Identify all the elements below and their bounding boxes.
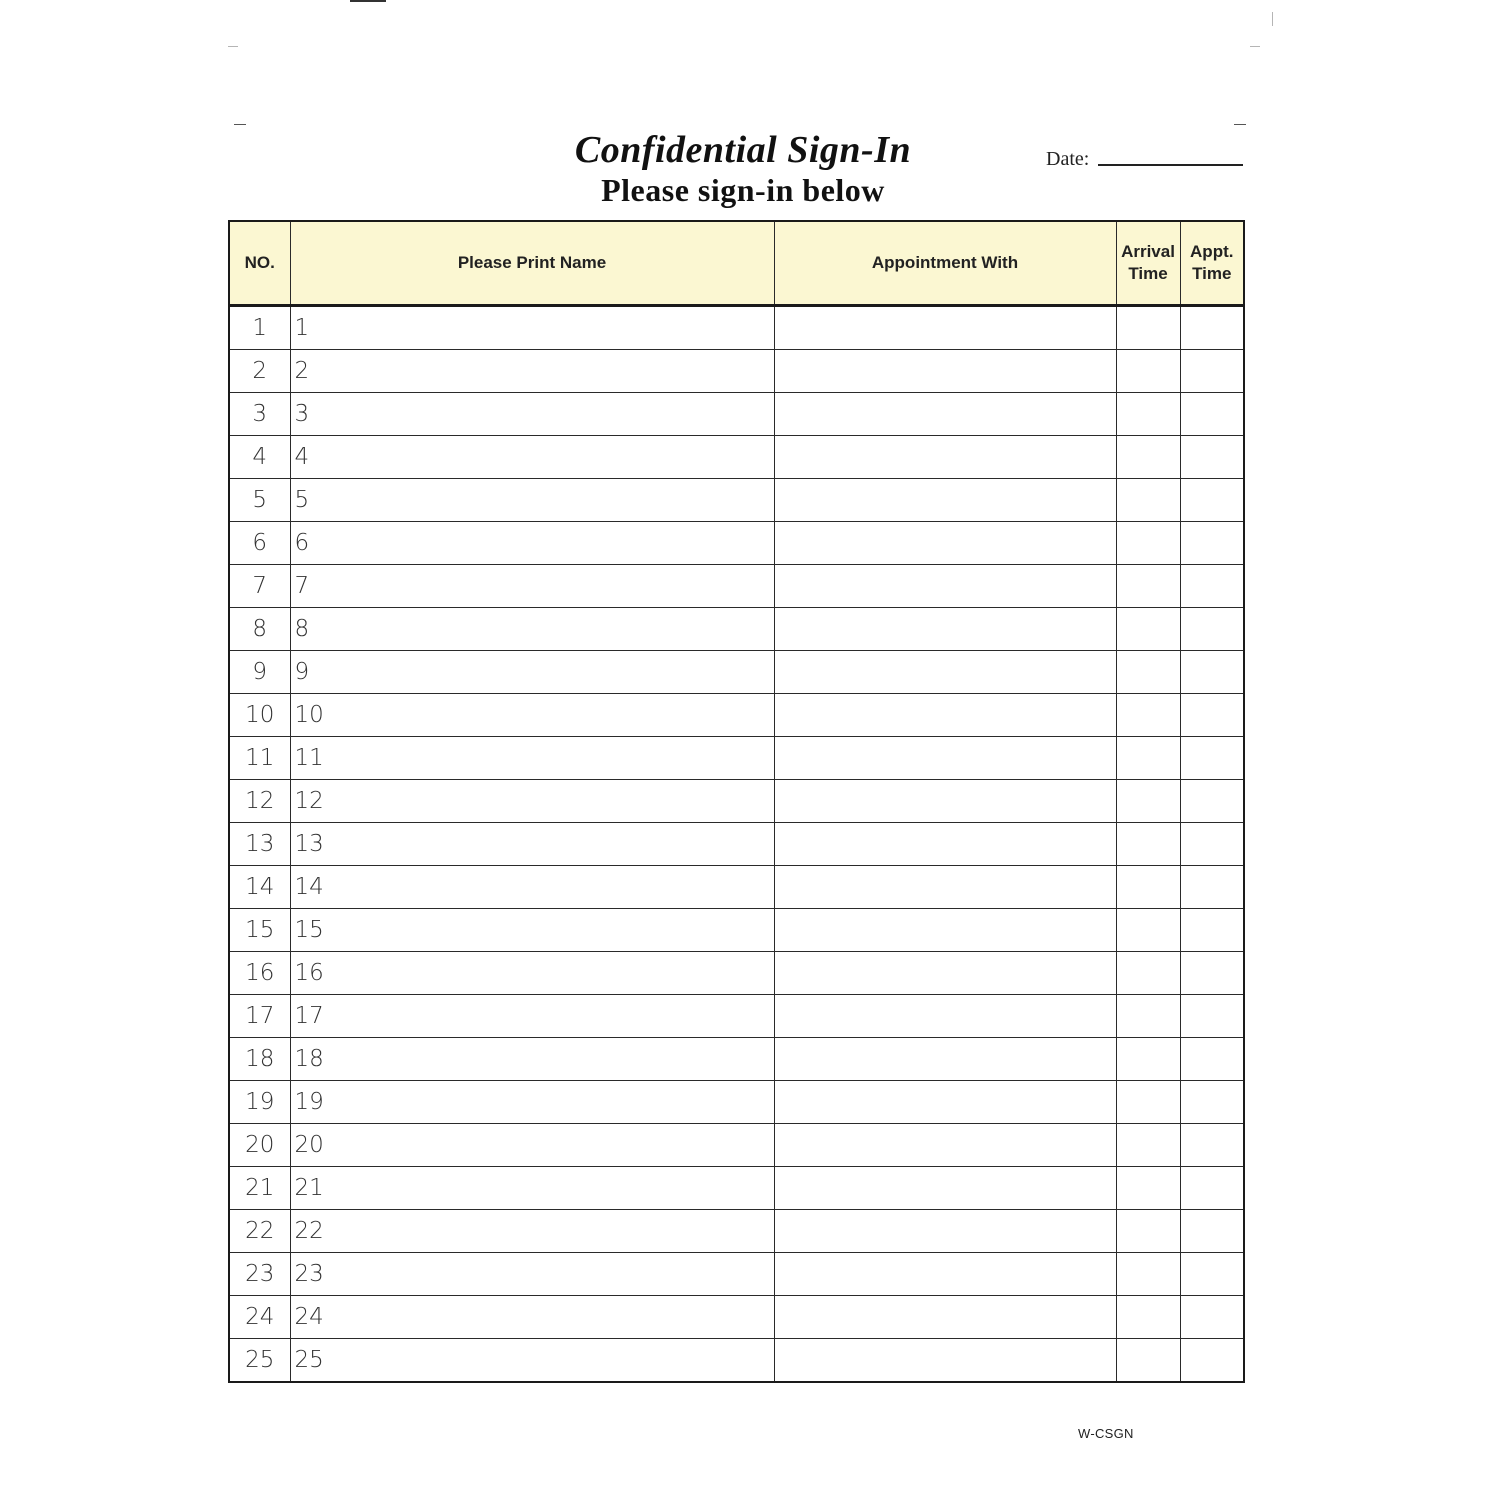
table-row	[229, 436, 1244, 479]
appointment-with-cell[interactable]	[774, 350, 1116, 393]
appt-time-cell[interactable]	[1180, 1210, 1244, 1253]
arrival-time-cell[interactable]	[1116, 479, 1180, 522]
arrival-time-cell[interactable]	[1116, 995, 1180, 1038]
table-row	[229, 1253, 1244, 1296]
appointment-with-cell[interactable]	[774, 306, 1116, 350]
appointment-with-cell[interactable]	[774, 1081, 1116, 1124]
name-cell[interactable]: 22	[290, 1210, 774, 1253]
arrival-time-cell[interactable]	[1116, 780, 1180, 823]
appointment-with-cell[interactable]	[774, 522, 1116, 565]
name-cell[interactable]: 18	[290, 1038, 774, 1081]
table-row	[229, 651, 1244, 694]
column-header-appt-time: Appt. Time	[1180, 221, 1244, 306]
name-cell[interactable]: 9	[290, 651, 774, 694]
appt-time-cell[interactable]	[1180, 1038, 1244, 1081]
crop-mark-left-mid	[234, 124, 246, 125]
appointment-with-cell[interactable]	[774, 1038, 1116, 1081]
appointment-with-cell[interactable]	[774, 1124, 1116, 1167]
row-number: 11	[229, 737, 290, 780]
row-number: 3	[229, 393, 290, 436]
row-number: 9	[229, 651, 290, 694]
row-number: 12	[229, 780, 290, 823]
arrival-time-cell[interactable]	[1116, 1167, 1180, 1210]
name-cell[interactable]: 16	[290, 952, 774, 995]
appt-time-cell[interactable]	[1180, 608, 1244, 651]
appointment-with-cell[interactable]	[774, 909, 1116, 952]
arrival-time-cell[interactable]	[1116, 651, 1180, 694]
name-cell[interactable]: 4	[290, 436, 774, 479]
row-number: 20	[229, 1124, 290, 1167]
date-label: Date:	[1046, 148, 1090, 170]
appt-time-cell[interactable]	[1180, 737, 1244, 780]
name-cell[interactable]: 12	[290, 780, 774, 823]
name-cell[interactable]: 17	[290, 995, 774, 1038]
row-number: 10	[229, 694, 290, 737]
row-number: 21	[229, 1167, 290, 1210]
appointment-with-cell[interactable]	[774, 1296, 1116, 1339]
date-field[interactable]	[1098, 164, 1243, 166]
table-row	[229, 866, 1244, 909]
table-row	[229, 1167, 1244, 1210]
appt-time-cell[interactable]	[1180, 393, 1244, 436]
form-subtitle: Please sign-in below	[601, 172, 885, 208]
table-row	[229, 393, 1244, 436]
appt-time-cell[interactable]	[1180, 1081, 1244, 1124]
form-code: W-CSGN	[1078, 1426, 1134, 1441]
row-number: 19	[229, 1081, 290, 1124]
table-row	[229, 1038, 1244, 1081]
appt-time-cell[interactable]	[1180, 479, 1244, 522]
appointment-with-cell[interactable]	[774, 866, 1116, 909]
appt-time-cell[interactable]	[1180, 436, 1244, 479]
table-row	[229, 823, 1244, 866]
arrival-time-cell[interactable]	[1116, 823, 1180, 866]
crop-mark-right-mid	[1234, 124, 1246, 125]
row-number: 13	[229, 823, 290, 866]
sign-in-table	[228, 220, 1245, 1383]
table-row	[229, 952, 1244, 995]
name-cell[interactable]: 25	[290, 1339, 774, 1383]
row-number: 8	[229, 608, 290, 651]
appt-time-cell[interactable]	[1180, 952, 1244, 995]
arrival-time-cell[interactable]	[1116, 1253, 1180, 1296]
appt-time-cell[interactable]	[1180, 1296, 1244, 1339]
arrival-time-cell[interactable]	[1116, 909, 1180, 952]
row-number: 25	[229, 1339, 290, 1383]
row-number: 24	[229, 1296, 290, 1339]
appt-time-cell[interactable]	[1180, 1253, 1244, 1296]
arrival-time-cell[interactable]	[1116, 866, 1180, 909]
row-number: 7	[229, 565, 290, 608]
table-row	[229, 909, 1244, 952]
appointment-with-cell[interactable]	[774, 1339, 1116, 1383]
appointment-with-cell[interactable]	[774, 823, 1116, 866]
row-number: 1	[229, 306, 290, 350]
crop-mark-top-bar	[350, 0, 386, 2]
table-row	[229, 608, 1244, 651]
appointment-with-cell[interactable]	[774, 780, 1116, 823]
appointment-with-cell[interactable]	[774, 393, 1116, 436]
arrival-time-cell[interactable]	[1116, 306, 1180, 350]
name-cell[interactable]: 21	[290, 1167, 774, 1210]
arrival-time-cell[interactable]	[1116, 694, 1180, 737]
table-body	[229, 306, 1244, 1383]
column-header-appointment-with: Appointment With	[774, 221, 1116, 306]
appt-time-cell[interactable]	[1180, 995, 1244, 1038]
name-cell[interactable]: 14	[290, 866, 774, 909]
appt-time-cell[interactable]	[1180, 1167, 1244, 1210]
crop-mark-right-tick	[1272, 12, 1273, 26]
crop-mark-top-right	[1250, 46, 1260, 47]
name-cell[interactable]: 10	[290, 694, 774, 737]
row-number: 22	[229, 1210, 290, 1253]
arrival-time-cell[interactable]	[1116, 393, 1180, 436]
table-row	[229, 1296, 1244, 1339]
table-row	[229, 737, 1244, 780]
table-row	[229, 1124, 1244, 1167]
name-cell[interactable]: 3	[290, 393, 774, 436]
appt-time-cell[interactable]	[1180, 522, 1244, 565]
crop-mark-top-left	[228, 46, 238, 47]
row-number: 15	[229, 909, 290, 952]
arrival-time-cell[interactable]	[1116, 737, 1180, 780]
appointment-with-cell[interactable]	[774, 1253, 1116, 1296]
appointment-with-cell[interactable]	[774, 608, 1116, 651]
row-number: 2	[229, 350, 290, 393]
row-number: 6	[229, 522, 290, 565]
row-number: 17	[229, 995, 290, 1038]
row-number: 14	[229, 866, 290, 909]
appt-time-cell[interactable]	[1180, 1124, 1244, 1167]
name-cell[interactable]: 15	[290, 909, 774, 952]
column-header-arrival-time: Arrival Time	[1116, 221, 1180, 306]
appt-time-cell[interactable]	[1180, 651, 1244, 694]
table-row	[229, 694, 1244, 737]
appointment-with-cell[interactable]	[774, 565, 1116, 608]
appointment-with-cell[interactable]	[774, 436, 1116, 479]
appointment-with-cell[interactable]	[774, 995, 1116, 1038]
name-cell[interactable]: 11	[290, 737, 774, 780]
arrival-time-cell[interactable]	[1116, 1081, 1180, 1124]
table-row	[229, 565, 1244, 608]
appt-time-cell[interactable]	[1180, 1339, 1244, 1383]
table-row	[229, 995, 1244, 1038]
appointment-with-cell[interactable]	[774, 694, 1116, 737]
name-cell[interactable]: 19	[290, 1081, 774, 1124]
name-cell[interactable]: 23	[290, 1253, 774, 1296]
arrival-time-cell[interactable]	[1116, 522, 1180, 565]
name-cell[interactable]: 7	[290, 565, 774, 608]
arrival-time-cell[interactable]	[1116, 1339, 1180, 1383]
arrival-time-cell[interactable]	[1116, 1038, 1180, 1081]
table-row	[229, 306, 1244, 350]
name-cell[interactable]: 2	[290, 350, 774, 393]
form-title: Confidential Sign-In	[574, 129, 912, 171]
appt-time-cell[interactable]	[1180, 306, 1244, 350]
table-row	[229, 780, 1244, 823]
appt-time-cell[interactable]	[1180, 565, 1244, 608]
column-header-name: Please Print Name	[290, 221, 774, 306]
table-row	[229, 1081, 1244, 1124]
appointment-with-cell[interactable]	[774, 479, 1116, 522]
name-cell[interactable]: 20	[290, 1124, 774, 1167]
name-cell[interactable]: 6	[290, 522, 774, 565]
arrival-time-cell[interactable]	[1116, 350, 1180, 393]
arrival-time-cell[interactable]	[1116, 565, 1180, 608]
row-number: 5	[229, 479, 290, 522]
appt-time-cell[interactable]	[1180, 909, 1244, 952]
appt-time-cell[interactable]	[1180, 350, 1244, 393]
arrival-time-cell[interactable]	[1116, 608, 1180, 651]
appt-time-cell[interactable]	[1180, 823, 1244, 866]
table-header-row	[229, 221, 1244, 306]
table-row	[229, 350, 1244, 393]
table-row	[229, 522, 1244, 565]
appointment-with-cell[interactable]	[774, 1167, 1116, 1210]
row-number: 16	[229, 952, 290, 995]
appointment-with-cell[interactable]	[774, 737, 1116, 780]
name-cell[interactable]: 5	[290, 479, 774, 522]
name-cell[interactable]: 24	[290, 1296, 774, 1339]
row-number: 4	[229, 436, 290, 479]
table-row	[229, 479, 1244, 522]
appointment-with-cell[interactable]	[774, 651, 1116, 694]
column-header-no: NO.	[229, 221, 290, 306]
name-cell[interactable]: 8	[290, 608, 774, 651]
table-row	[229, 1339, 1244, 1383]
arrival-time-cell[interactable]	[1116, 1124, 1180, 1167]
arrival-time-cell[interactable]	[1116, 952, 1180, 995]
arrival-time-cell[interactable]	[1116, 1296, 1180, 1339]
arrival-time-cell[interactable]	[1116, 1210, 1180, 1253]
appointment-with-cell[interactable]	[774, 1210, 1116, 1253]
appointment-with-cell[interactable]	[774, 952, 1116, 995]
appt-time-cell[interactable]	[1180, 866, 1244, 909]
table-row	[229, 1210, 1244, 1253]
arrival-time-cell[interactable]	[1116, 436, 1180, 479]
appt-time-cell[interactable]	[1180, 780, 1244, 823]
appt-time-cell[interactable]	[1180, 694, 1244, 737]
name-cell[interactable]: 1	[290, 306, 774, 350]
row-number: 18	[229, 1038, 290, 1081]
name-cell[interactable]: 13	[290, 823, 774, 866]
row-number: 23	[229, 1253, 290, 1296]
